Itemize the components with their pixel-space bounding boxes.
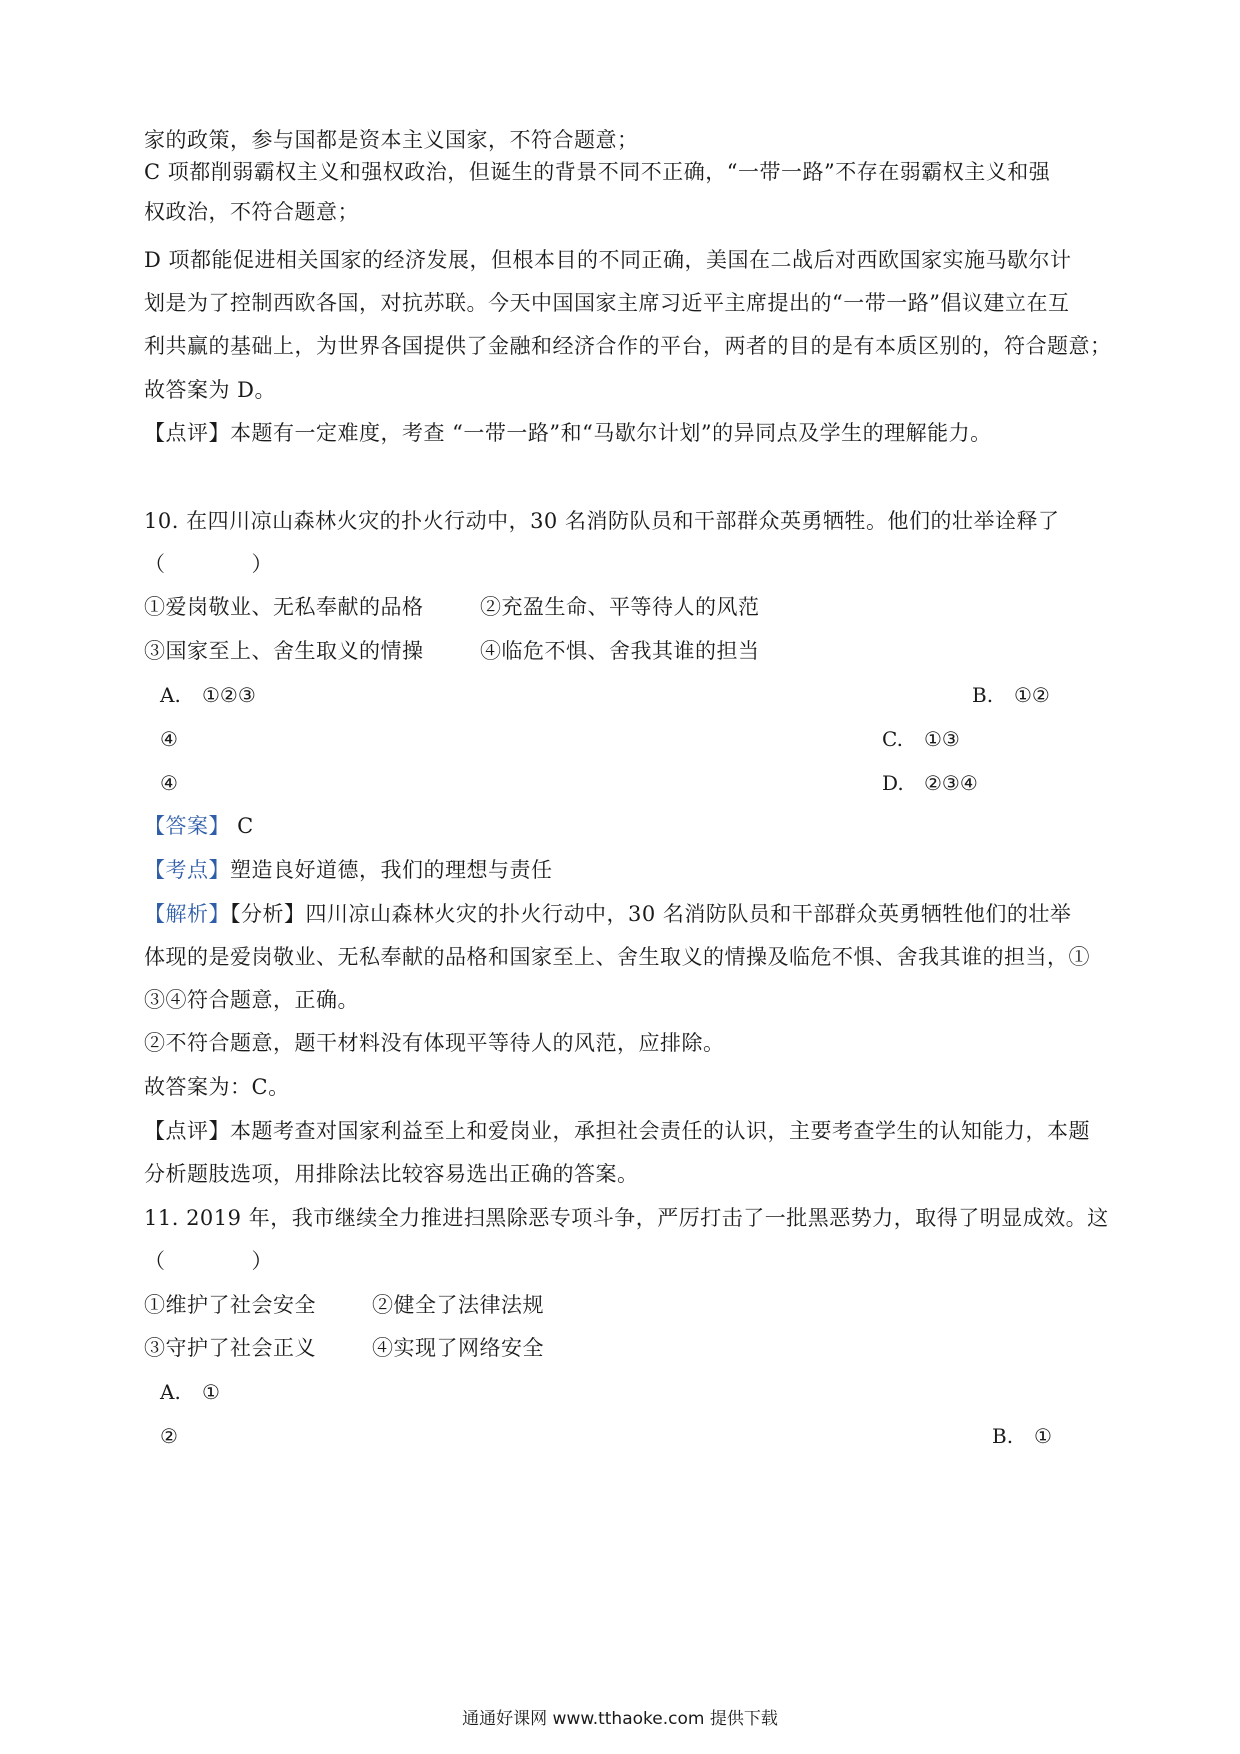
text-line: C 项都削弱霸权主义和强权政治，但诞生的背景不同不正确，“一带一路”不存在弱霸权主义和强 xyxy=(144,160,1051,184)
text-line: 权政治，不符合题意； xyxy=(144,200,359,224)
comment-line: 【点评】本题有一定难度，考查 “一带一路”和“马歇尔计划”的异同点及学生的理解能力。 xyxy=(144,421,992,445)
option-b-value: ① xyxy=(1034,1424,1052,1448)
text-line: 故答案为 D。 xyxy=(144,378,277,402)
question-blank: （ ） xyxy=(144,552,273,576)
point-value: 塑造良好道德，我们的理想与责任 xyxy=(230,858,553,882)
statement-3: ③国家至上、舍生取义的情操 xyxy=(144,639,424,663)
option-b-continued: ④ xyxy=(160,771,178,795)
question-blank: （ ） xyxy=(144,1249,273,1273)
option-c-value: ①③ xyxy=(924,727,960,751)
comment-line: 分析题肢选项，用排除法比较容易选出正确的答案。 xyxy=(144,1162,639,1186)
statement-1: ①爱岗敬业、无私奉献的品格 xyxy=(144,595,424,619)
option-d-label: D. xyxy=(882,771,904,795)
statement-4: ④实现了网络安全 xyxy=(372,1336,544,1360)
statement-3: ③守护了社会正义 xyxy=(144,1336,316,1360)
answer-line xyxy=(144,811,254,841)
analysis-line: 体现的是爱岗敬业、无私奉献的品格和国家至上、舍生取义的情操及临危不惧、舍我其谁的担当，① xyxy=(144,945,1090,969)
analysis-line: ③④符合题意，正确。 xyxy=(144,988,359,1012)
option-a-label: A. xyxy=(160,683,181,707)
analysis-line: ②不符合题意，题干材料没有体现平等待人的风范，应排除。 xyxy=(144,1031,725,1055)
question-stem: 11. 2019 年，我市继续全力推进扫黑除恶专项斗争，严厉打击了一批黑恶势力，取得了明显成效。这 xyxy=(144,1206,1109,1230)
point-tag: 【考点】 xyxy=(144,858,230,882)
analysis-text: 【分析】四川凉山森林火灾的扑火行动中，30 名消防队员和干部群众英勇牺牲他们的壮举 xyxy=(230,902,1072,926)
option-a-continued: ② xyxy=(160,1424,178,1448)
option-c-label: C. xyxy=(882,727,903,751)
answer-tag: 【答案】 xyxy=(144,814,230,838)
option-b-value: ①② xyxy=(1014,683,1050,707)
analysis-line xyxy=(144,899,1071,929)
answer-value: C xyxy=(230,814,254,838)
page-footer: 通通好课网 www.tthaoke.com 提供下载 xyxy=(462,1709,778,1729)
statement-4: ④临危不惧、舍我其谁的担当 xyxy=(480,639,760,663)
statement-2: ②充盈生命、平等待人的风范 xyxy=(480,595,760,619)
analysis-line: 故答案为：C。 xyxy=(144,1075,290,1099)
text-line: 家的政策，参与国都是资本主义国家，不符合题意； xyxy=(144,128,639,152)
comment-line: 【点评】本题考查对国家利益至上和爱岗业，承担社会责任的认识，主要考查学生的认知能力，本题 xyxy=(144,1119,1090,1143)
option-b-label: B. xyxy=(972,683,994,707)
text-line: 利共赢的基础上，为世界各国提供了金融和经济合作的平台，两者的目的是有本质区别的，符合题意； xyxy=(144,334,1112,358)
option-a-value: ① xyxy=(202,1380,220,1404)
point-line xyxy=(144,855,553,885)
option-a-label: A. xyxy=(160,1380,181,1404)
statement-1: ①维护了社会安全 xyxy=(144,1293,316,1317)
text-line: 划是为了控制西欧各国，对抗苏联。今天中国国家主席习近平主席提出的“一带一路”倡议建立在互 xyxy=(144,291,1070,315)
statement-2: ②健全了法律法规 xyxy=(372,1293,544,1317)
analysis-tag: 【解析】 xyxy=(144,902,230,926)
option-a-continued: ④ xyxy=(160,727,178,751)
option-b-label: B. xyxy=(992,1424,1014,1448)
option-a-value: ①②③ xyxy=(202,683,256,707)
text-line: D 项都能促进相关国家的经济发展，但根本目的不同正确，美国在二战后对西欧国家实施马歇尔计 xyxy=(144,248,1072,272)
option-d-value: ②③④ xyxy=(924,771,978,795)
question-stem: 10. 在四川凉山森林火灾的扑火行动中，30 名消防队员和干部群众英勇牺牲。他们的壮举诠释了 xyxy=(144,509,1060,533)
